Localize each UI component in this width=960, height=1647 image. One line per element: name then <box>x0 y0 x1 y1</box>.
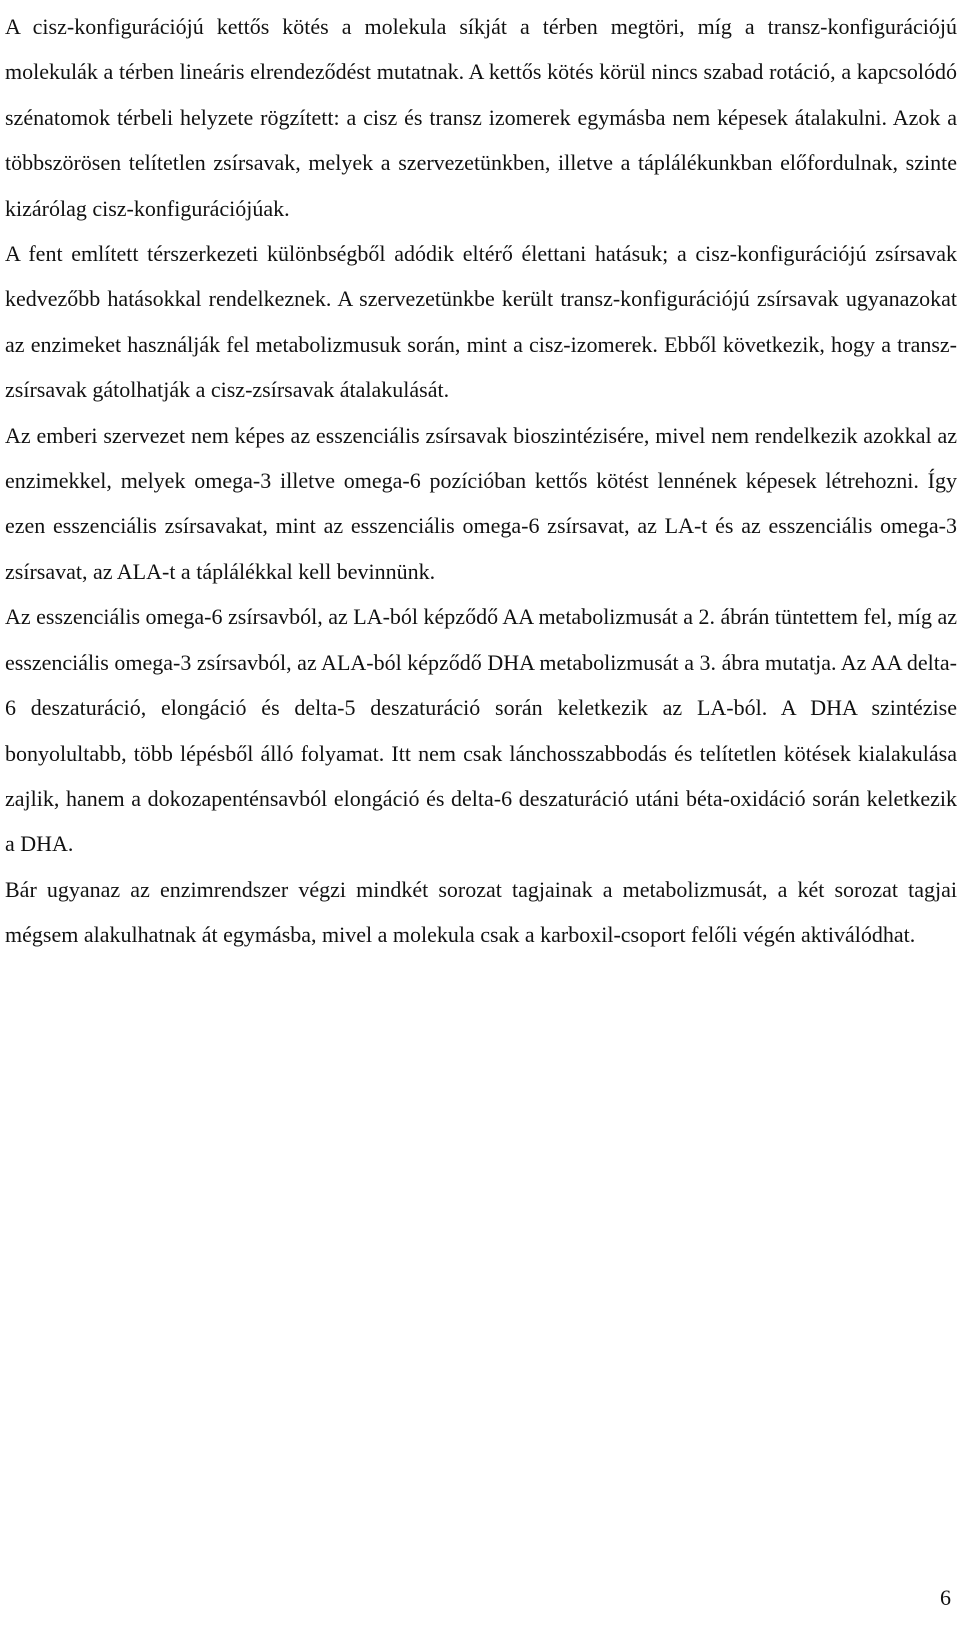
paragraph-aa-dha-metabolism: Az esszenciális omega-6 zsírsavból, az LA-ból képződő AA metabolizmusát a 2. ábrán tüntettem fel, míg az esszenciális omega-3 zsírsavból, az ALA-ból képződő DHA metabolizmusát a 3. ábra mutatja. Az AA delta-6 deszaturáció, elongáció és delta-5 deszaturáció során keletkezik az LA-ból. A DHA szintézise bonyolultabb, több lépésből álló folyamat. Itt nem csak lánchosszabbodás és telítetlen kötések kialakulása zajlik, hanem a dokozapenténsavból elongáció és delta-6 deszaturáció utáni béta-oxidáció során keletkezik a DHA. <box>5 604 957 857</box>
paragraph-essential-fatty-acids: Az emberi szervezet nem képes az esszenciális zsírsavak bioszintézisére, mivel nem rendelkezik azokkal az enzimekkel, melyek omega-3 illetve omega-6 pozícióban kettős kötést lennének képesek létrehozni. Így ezen esszenciális zsírsavakat, mint az esszenciális omega-6 zsírsavat, az LA-t és az esszenciális omega-3 zsírsavat, az ALA-t a táplálékkal kell bevinnünk. <box>5 422 957 584</box>
paragraph-enzyme-system: Bár ugyanaz az enzimrendszer végzi mindkét sorozat tagjainak a metabolizmusát, a két sorozat tagjai mégsem alakulhatnak át egymásba, mivel a molekula csak a karboxil-csoport felőli végén aktiválódhat. <box>5 876 957 948</box>
paragraph-cis-trans-structure: A cisz-konfigurációjú kettős kötés a molekula síkját a térben megtöri, míg a transz-konfigurációjú molekulák a térben lineáris elrendeződést mutatnak. A kettős kötés körül nincs szabad rotáció, a kapcsolódó szénatomok térbeli helyzete rögzített: a cisz és transz izomerek egymásba nem képesek átalakulni. Azok a többszörösen telítetlen zsírsavak, melyek a szervezetünkben, illetve a táplálékunkban előfordulnak, szinte kizárólag cisz-konfigurációjúak. <box>5 14 957 221</box>
page-number: 6 <box>940 1585 951 1610</box>
paragraph-physiological-effects: A fent említett térszerkezeti különbségből adódik eltérő élettani hatásuk; a cisz-konfigurációjú zsírsavak kedvezőbb hatásokkal rendelkeznek. A szervezetünkbe került transz-konfigurációjú zsírsavak ugyanazokat az enzimeket használják fel metabolizmusuk során, mint a cisz-izomerek. Ebből következik, hogy a transz-zsírsavak gátolhatják a cisz-zsírsavak átalakulását. <box>5 241 957 403</box>
document-body <box>5 4 957 958</box>
